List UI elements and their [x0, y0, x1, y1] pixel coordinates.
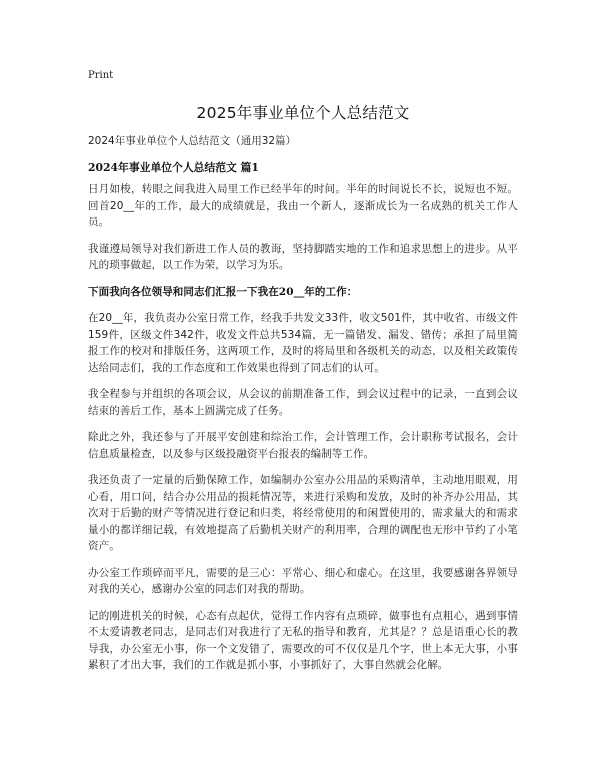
report-heading: 下面我向各位领导和同志们汇报一下我在20__年的工作：: [88, 285, 358, 298]
paragraph-attitude: 我谨遵局领导对我们新进工作人员的教诲，坚持脚踏实地的工作和追求思想上的进步。从平凡的琐事做起，以工作为荣，以学习为乐。: [88, 242, 518, 271]
paragraph-other-work: 除此之外，我还参与了开展平安创建和综治工作，会计管理工作，会计职称考试报名，会计信息质量检查，以及参与区级投融资平台报表的编制等工作。: [88, 431, 518, 460]
paragraph-gratitude: 办公室工作琐碎而平凡，需要的是三心：平常心、细心和虚心。在这里，我要感谢各界领导对我的关心，感谢办公室的同志们对我的帮助。: [88, 566, 518, 595]
print-link[interactable]: Print: [88, 70, 114, 81]
paragraph-reflection: 记的刚进机关的时候，心态有点起伏，觉得工作内容有点琐碎，做事也有点粗心，遇到事情不太爱请教老同志，是同志们对我进行了无私的指导和教育，尤其是？？总是语重心长的教导我，办公室无小事，你一个文发错了，需要改的可不仅仅是几个字，世上本无大事，小事累积了才出大事，我们的工作就是抓小事，小事抓好了，大事自然就会化解。: [88, 609, 518, 671]
paragraph-logistics: 我还负责了一定量的后勤保障工作，如编制办公室办公用品的采购清单，主动地用眼观，用心看，用口问，结合办公用品的损耗情况等，来进行采购和发放，及时的补齐办公用品，其次对于后勤的财产等情况进行登记和归类，将经常使用的和闲置使用的，需求量大的和需求量小的都详细记载，有效地提高了后勤机关财产的利用率，合理的调配也无形中节约了小笔资产。: [88, 474, 518, 552]
page-title: 2025年事业单位个人总结范文: [196, 104, 410, 122]
document-body: [88, 181, 518, 684]
document-subtitle: 2024年事业单位个人总结范文（通用32篇）: [88, 135, 297, 147]
section-heading: 2024年事业单位个人总结范文 篇1: [88, 161, 259, 174]
paragraph-daily-work: 在20__年，我负责办公室日常工作，经我手共发文33件，收文501件，其中收省、市级文件159件，区级文件342件，收发文件总共534篇，无一篇错发、漏发、错传；承担了局里简报工作的校对和排版任务，这两项工作，及时的将局里和各级机关的动态，以及相关政策传达给同志们，我的工作态度和工作效果也得到了同志们的认可。: [88, 312, 518, 374]
paragraph-intro: 日月如梭，转眼之间我进入局里工作已经半年的时间。半年的时间说长不长，说短也不短。回首20__年的工作，最大的成绩就是，我由一个新人，逐渐成长为一名成熟的机关工作人员。: [88, 183, 518, 228]
paragraph-meetings: 我全程参与并组织的各项会议，从会议的前期准备工作，到会议过程中的记录，一直到会议结束的善后工作，基本上圆满完成了任务。: [88, 388, 518, 417]
